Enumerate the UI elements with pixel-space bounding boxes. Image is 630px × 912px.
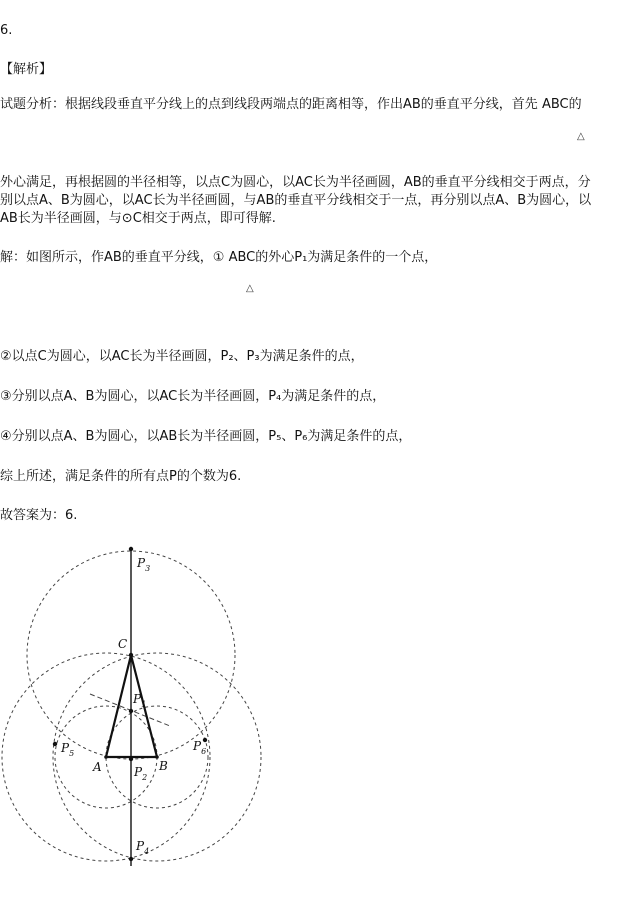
label-p3: $P_3$ [137,556,151,573]
geometry-figure [0,542,280,882]
point-a [104,755,108,759]
solution-final: 故答案为：6. [0,508,78,523]
point-p1 [129,709,133,713]
triangle-symbol: △ [246,283,254,294]
label-p4: $P_4$ [136,839,150,856]
point-p6 [203,738,207,742]
label-p5: $P_5$ [61,741,75,758]
label-p2: $P_2$ [134,765,148,782]
point-p4 [129,857,133,861]
solution-step-2: ②以点C为圆心，以AC长为半径画圆，P₂、P₃为满足条件的点， [0,349,364,364]
point-p2 [129,757,133,761]
label-a: A [93,760,102,774]
solution-step-3: ③分别以点A、B为圆心，以AC长为半径画圆，P₄为满足条件的点， [0,389,386,404]
answer-number: 6. [0,23,13,38]
point-p3 [129,547,133,551]
solution-summary: 综上所述，满足条件的所有点P的个数为6. [0,469,242,484]
solution-line-1: 解：如图所示，作AB的垂直平分线，① ABC的外心P₁为满足条件的一个点， [0,250,438,265]
analysis-line-1: 试题分析：根据线段垂直平分线上的点到线段两端点的距离相等，作出AB的垂直平分线，首先 ABC的 [0,97,582,112]
analysis-line-4: AB长为半径画圆，与⊙C相交于两点，即可得解. [0,211,276,226]
label-b: B [159,759,168,773]
label-p1: $P_1$ [133,692,147,709]
analysis-line-2: 外心满足，再根据圆的半径相等，以点C为圆心，以AC长为半径画圆，AB的垂直平分线相交于两点，分 [0,175,591,190]
point-c [129,653,133,657]
solution-step-4: ④分别以点A、B为圆心，以AB长为半径画圆，P₅、P₆为满足条件的点， [0,429,412,444]
label-c: C [118,637,128,651]
label-p6: $P_6$ [193,739,207,756]
point-p5 [53,742,57,746]
triangle-symbol: △ [577,131,585,142]
analysis-line-3: 别以点A、B为圆心，以AC长为半径画圆，与AB的垂直平分线相交于一点，再分别以点A、B为圆心，以 [0,193,592,208]
section-header: 【解析】 [0,62,53,77]
